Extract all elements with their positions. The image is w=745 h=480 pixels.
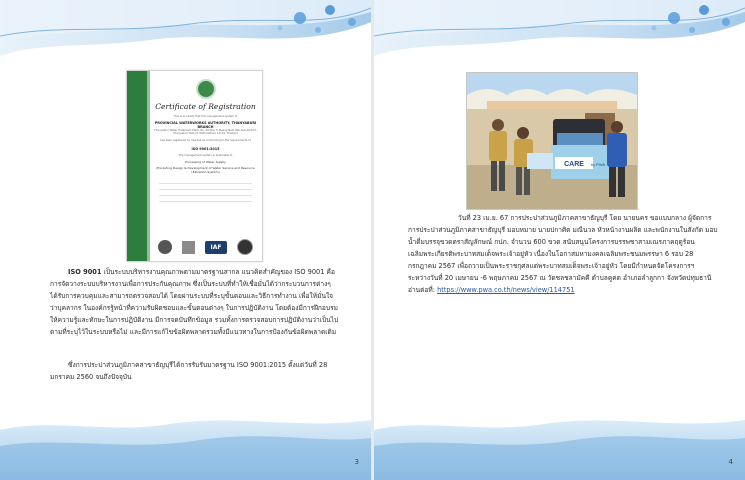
certificate-scope-line1: Processing of Water Supply [185, 159, 226, 164]
iso-description-paragraph [50, 266, 340, 338]
news-link[interactable]: https://www.pwa.co.th/news/view/114751 [437, 286, 575, 294]
iaf-logo-icon: IAF [205, 241, 227, 254]
page-number: 4 [728, 458, 733, 466]
top-water-wave-decoration [0, 0, 371, 60]
top-water-wave-decoration [374, 0, 745, 60]
pwa-logo-icon [196, 79, 216, 99]
care-box-label: CARE [564, 161, 584, 168]
donation-news-text: วันที่ 23 เม.ย. 67 การประปาส่วนภูมิภาคสาขาธัญบุรี โดย นายนคร ขอแบบกลาง ผู้จัดการการประปาส่วนภูมิภาคสาขาธัญบุรี มอบหมาย นายปกาศิต มณีนวล หัวหน้างานผลิต และพนักงานในสังกัด มอบน้ำดื่มบรรจุขวดตราสัญลักษณ์ กปภ. จำนวน 600 ขวด สนับสนุนโครงการบรรพชาสามเณรภาคฤดูร้อน เฉลิมพระเกียรติพระบาทสมเด็จพระเจ้าอยู่หัว เนื่องในโอกาสมหามงคลเฉลิมพระชนมพรรษา 6 รอบ 28 กรกฎาคม 2567 เพื่อถวายเป็นพระราชกุศลแด่พระบาทสมเด็จพระเจ้าอยู่หัว โดยมีกำหนดจัดโครงการฯ ระหว่างวันที่ 20 เมษายน -6 พฤษภาคม 2567 ณ วัดชลชลามัคคี ตำบลคูคต อำเภอลำลูกกา จังหวัดปทุมธานี อ่านต่อที่: [408, 214, 718, 294]
certificate-organization: PROVINCIAL WATERWORKS AUTHORITY, THANYABURI BRANCH [154, 120, 257, 129]
certification-date-paragraph: ซึ่งการประปาส่วนภูมิภาคสาขาธัญบุรีได้การรับรับมาตรฐาน ISO 9001:2015 ตั้งแต่วันที่ 28 มกราคม 2560 จนถึงปัจจุบัน [50, 361, 328, 381]
certificate-title: Certificate of Registration [155, 102, 256, 111]
bottom-water-wave-decoration [0, 408, 371, 480]
accreditation-badge-icon [182, 241, 195, 254]
certificate-address-line1: Thanyaburi Water Treatment Plant, No. 29 Moo 5, Bueng Nam Rak Sub-District, [154, 128, 257, 132]
certificate-of-registration [126, 70, 263, 262]
page-number: 3 [354, 458, 359, 466]
donation-photo-illustration [467, 73, 637, 209]
certificate-certify-line: This is to certify that the management system of [173, 115, 238, 118]
certificate-accreditation-logos [153, 239, 258, 255]
certificate-scope-line2: (Excluding Design & Development of Water Service and Resource Utilization System) [156, 165, 255, 174]
certificate-address-line2: Thanyaburi District, Pathumthani 12110, Thailand [173, 132, 238, 136]
certificate-light-border [147, 71, 150, 261]
iso-term: ISO 9001 [68, 268, 102, 276]
donation-news-paragraph [408, 212, 718, 296]
care-box-sublabel: by PWA [590, 162, 606, 167]
certificate-detail-lines [159, 180, 252, 202]
water-donation-photo [466, 72, 638, 210]
certificate-standard: ISO 9001:2015 [191, 147, 220, 152]
bottom-water-wave-decoration [374, 408, 745, 480]
ukas-seal-icon [237, 239, 253, 255]
iso-description-text: เป็นระบบบริหารงานคุณภาพตามมาตรฐานสากล แนวคิดสำคัญของ ISO 9001 คือ การจัดวางระบบบริหารงานเพื่อการประกันคุณภาพ ซึ่งเป็นระบบที่ทำให้เชื่อมั่นได้ว่ากระบวนการต่างๆ ได้รับการควบคุมและสามารถตรวจสอบได้ โดยผ่านระบบที่ระบุขั้นตอนและวิธีการทำงาน เพื่อให้มั่นใจว่าบุคลากร ในองค์กรรู้หน้าที่ความรับผิดชอบและขั้นตอนต่างๆ ในการปฏิบัติงาน โดยต้องมีการฝึกอบรมให้ความรู้และทักษะในการปฏิบัติงาน มีการจดบันทึกข้อมูล รวมทั้งการตรวจสอบการปฏิบัติงานว่าเป็นไปตามที่ระบุไว้ในระบบหรือไม่ และมีการแก้ไขข้อผิดพลาดรวมทั้งมีแนวทางในการป้องกันข้อผิดพลาดเดิม [50, 268, 339, 336]
left-page [0, 0, 371, 480]
certificate-scope-intro: The management system is applicable to [178, 154, 233, 158]
intertek-seal-icon [158, 240, 172, 254]
certificate-assessed-line: has been registered by Intertek as conforming to the requirements of [160, 138, 251, 142]
certificate-green-border [127, 71, 147, 261]
right-page [374, 0, 745, 480]
